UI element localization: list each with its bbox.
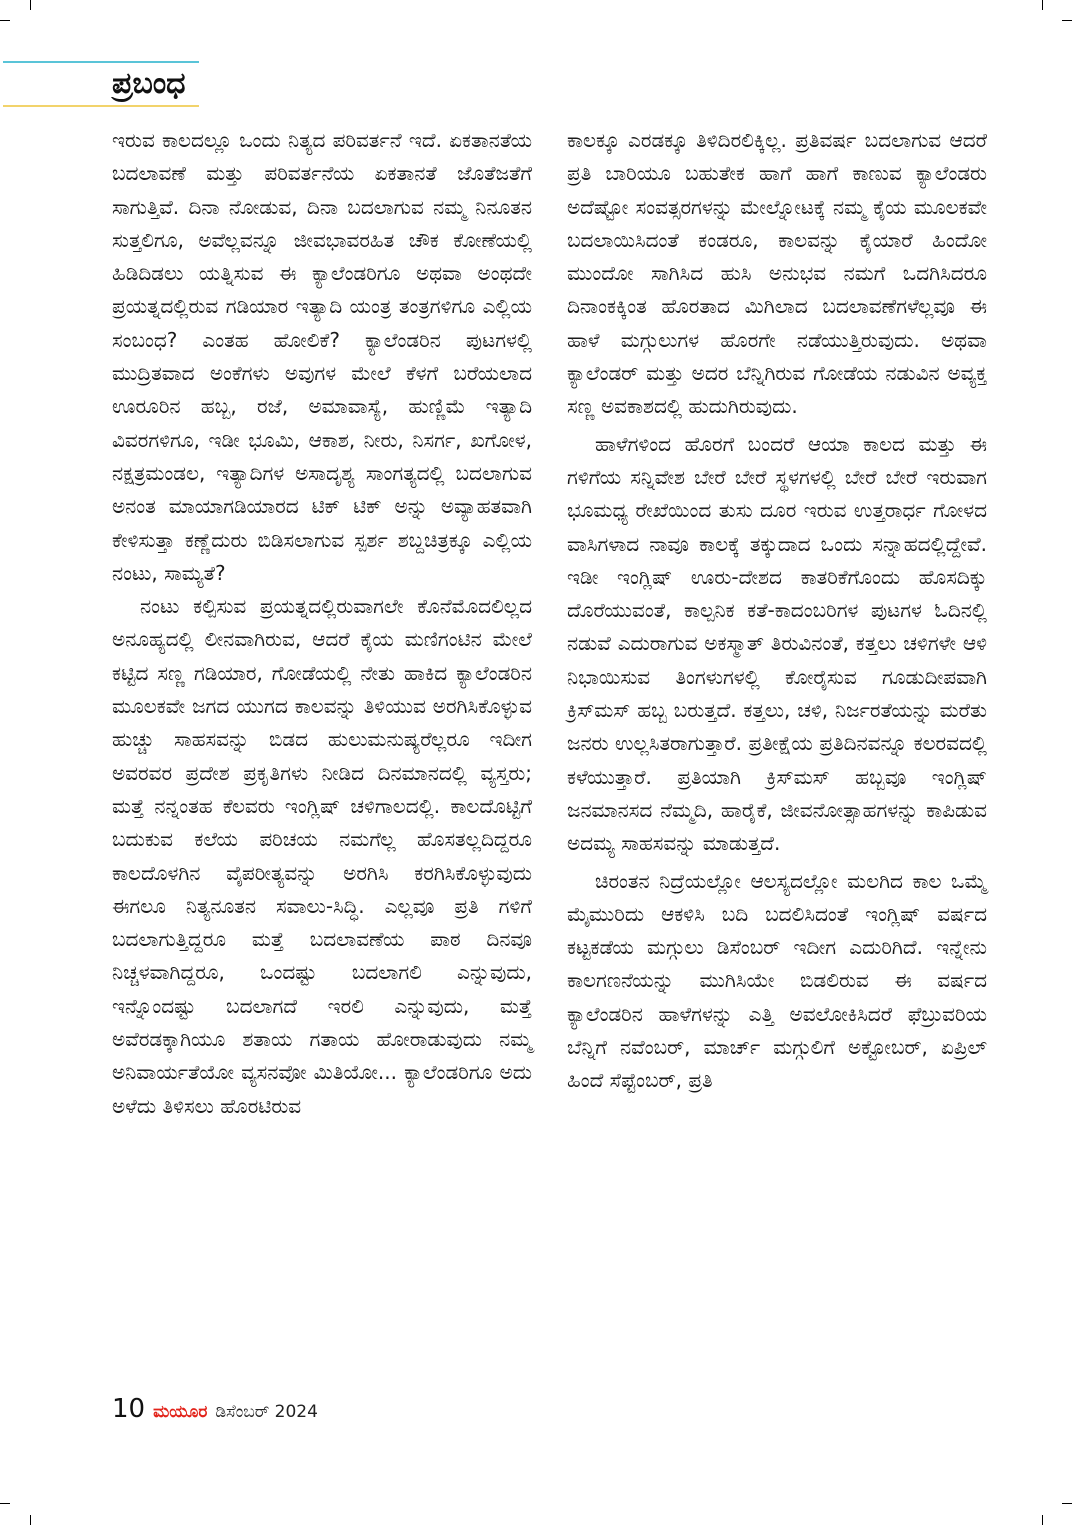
article-column-left	[112, 124, 532, 1123]
article-column-right	[567, 124, 987, 1098]
article-paragraph: ಕಾಲಕ್ಕೂ ಎರಡಕ್ಕೂ ತಿಳಿದಿರಲಿಕ್ಕಿಲ್ಲ. ಪ್ರತಿವರ್ಷ ಬದಲಾಗುವ ಆದರೆ ಪ್ರತಿ ಬಾರಿಯೂ ಬಹುತೇಕ ಹಾಗೆ ಹಾಗೆ ಕಾಣುವ ಕ್ಯಾಲೆಂಡರು ಅದೆಷ್ಟೋ ಸಂವತ್ಸರಗಳನ್ನು ಮೇಲ್ನೋಟಕ್ಕೆ ನಮ್ಮ ಕೈಯ ಮೂಲಕವೇ ಬದಲಾಯಿಸಿದಂತೆ ಕಂಡರೂ, ಕಾಲವನ್ನು ಕೈಯಾರೆ ಹಿಂದೋ ಮುಂದೋ ಸಾಗಿಸಿದ ಹುಸಿ ಅನುಭವ ನಮಗೆ ಒದಗಿಸಿದರೂ ದಿನಾಂಕಕ್ಕಿಂತ ಹೊರತಾದ ಮಿಗಿಲಾದ ಬದಲಾವಣೆಗಳೆಲ್ಲವೂ ಈ ಹಾಳೆ ಮಗ್ಗುಲುಗಳ ಹೊರಗೇ ನಡೆಯುತ್ತಿರುವುದು. ಅಥವಾ ಕ್ಯಾಲೆಂಡರ್ ಮತ್ತು ಅದರ ಬೆನ್ನಿಗಿರುವ ಗೋಡೆಯ ನಡುವಿನ ಅವ್ಯಕ್ತ ಸಣ್ಣ ಅವಕಾಶದಲ್ಲಿ ಹುದುಗಿರುವುದು.	[567, 128, 987, 419]
crop-mark	[1062, 20, 1072, 21]
crop-mark	[30, 1515, 31, 1525]
header-rule-bottom	[3, 105, 199, 107]
crop-mark	[1042, 0, 1043, 10]
magazine-logo: ಮಯೂರ	[153, 1402, 208, 1422]
crop-mark	[0, 1503, 10, 1504]
crop-mark	[1042, 1515, 1043, 1525]
article-paragraph: ಹಾಳೆಗಳಿಂದ ಹೊರಗೆ ಬಂದರೆ ಆಯಾ ಕಾಲದ ಮತ್ತು ಈ ಗಳಿಗೆಯ ಸನ್ನಿವೇಶ ಬೇರೆ ಬೇರೆ ಸ್ಥಳಗಳಲ್ಲಿ ಬೇರೆ ಬೇರೆ ಇರುವಾಗ ಭೂಮಧ್ಯ ರೇಖೆಯಿಂದ ತುಸು ದೂರ ಇರುವ ಉತ್ತರಾರ್ಧ ಗೋಳದ ವಾಸಿಗಳಾದ ನಾವೂ ಕಾಲಕ್ಕೆ ತಕ್ಕುದಾದ ಒಂದು ಸನ್ನಾಹದಲ್ಲಿದ್ದೇವೆ. ಇಡೀ ಇಂಗ್ಲಿಷ್ ಊರು-ದೇಶದ ಕಾತರಿಕೆಗೊಂದು ಹೊಸದಿಕ್ಕು ದೊರೆಯುವಂತೆ, ಕಾಲ್ಪನಿಕ ಕತೆ-ಕಾದಂಬರಿಗಳ ಪುಟಗಳ ಓದಿನಲ್ಲಿ ನಡುವೆ ಎದುರಾಗುವ ಅಕಸ್ಮಾತ್ ತಿರುವಿನಂತೆ, ಕತ್ತಲು ಚಳಿಗಳೇ ಆಳಿ ನಿಭಾಯಿಸುವ ತಿಂಗಳುಗಳಲ್ಲಿ ಕೋರೈಸುವ ಗೂಡುದೀಪವಾಗಿ ಕ್ರಿಸ್‌ಮಸ್ ಹಬ್ಬ ಬರುತ್ತದೆ. ಕತ್ತಲು, ಚಳಿ, ನಿರ್ಜರತೆಯನ್ನು ಮರೆತು ಜನರು ಉಲ್ಲಸಿತರಾಗುತ್ತಾರೆ. ಪ್ರತೀಕ್ಷೆಯ ಪ್ರತಿದಿನವನ್ನೂ ಕಲರವದಲ್ಲಿ ಕಳೆಯುತ್ತಾರೆ. ಪ್ರತಿಯಾಗಿ ಕ್ರಿಸ್‌ಮಸ್ ಹಬ್ಬವೂ ಇಂಗ್ಲಿಷ್ ಜನಮಾನಸದ ನೆಮ್ಮದಿ, ಹಾರೈಕೆ, ಜೀವನೋತ್ಸಾಹಗಳನ್ನು ಕಾಪಿಡುವ ಅದಮ್ಯ ಸಾಹಸವನ್ನು ಮಾಡುತ್ತದೆ.	[567, 431, 987, 856]
crop-mark	[30, 0, 31, 10]
section-title: ಪ್ರಬಂಧ	[112, 66, 186, 101]
crop-mark	[0, 20, 10, 21]
crop-mark	[1062, 1503, 1072, 1504]
article-paragraph: ಇರುವ ಕಾಲದಲ್ಲೂ ಒಂದು ನಿತ್ಯದ ಪರಿವರ್ತನೆ ಇದೆ. ಏಕತಾನತೆಯ ಬದಲಾವಣೆ ಮತ್ತು ಪರಿವರ್ತನೆಯ ಏಕತಾನತೆ ಜೊತೆಜತೆಗೆ ಸಾಗುತ್ತಿವೆ. ದಿನಾ ನೋಡುವ, ದಿನಾ ಬದಲಾಗುವ ನಮ್ಮ ನಿನೂತನ ಸುತ್ತಲಿಗೂ, ಅವೆಲ್ಲವನ್ನೂ ಜೀವಭಾವರಹಿತ ಚೌಕ ಕೋಣೆಯಲ್ಲಿ ಹಿಡಿದಿಡಲು ಯತ್ನಿಸುವ ಈ ಕ್ಯಾಲೆಂಡರಿಗೂ ಅಥವಾ ಅಂಥದೇ ಪ್ರಯತ್ನದಲ್ಲಿರುವ ಗಡಿಯಾರ ಇತ್ಯಾದಿ ಯಂತ್ರ ತಂತ್ರಗಳಿಗೂ ಎಲ್ಲಿಯ ಸಂಬಂಧ? ಎಂತಹ ಹೋಲಿಕೆ? ಕ್ಯಾಲೆಂಡರಿನ ಪುಟಗಳಲ್ಲಿ ಮುದ್ರಿತವಾದ ಅಂಕೆಗಳು ಅವುಗಳ ಮೇಲೆ ಕೆಳಗೆ ಬರೆಯಲಾದ ಊರೂರಿನ ಹಬ್ಬ, ರಜೆ, ಅಮಾವಾಸ್ಯೆ, ಹುಣ್ಣಿಮೆ ಇತ್ಯಾದಿ ವಿವರಗಳಿಗೂ, ಇಡೀ ಭೂಮಿ, ಆಕಾಶ, ನೀರು, ನಿಸರ್ಗ, ಖಗೋಳ, ನಕ್ಷತ್ರಮಂಡಲ, ಇತ್ಯಾದಿಗಳ ಅಸಾದೃಶ್ಯ ಸಾಂಗತ್ಯದಲ್ಲಿ ಬದಲಾಗುವ ಅನಂತ ಮಾಯಾಗಡಿಯಾರದ ಟಿಕ್ ಟಿಕ್ ಅನ್ನು ಅವ್ಯಾಹತವಾಗಿ ಕೇಳಿಸುತ್ತಾ ಕಣ್ಣೆದುರು ಬಿಡಿಸಲಾಗುವ ಸ್ಪರ್ಶ ಶಬ್ದಚಿತ್ರಕ್ಕೂ ಎಲ್ಲಿಯ ನಂಟು, ಸಾಮ್ಯತೆ?	[112, 128, 532, 585]
page-footer	[112, 1394, 318, 1424]
page-number: 10	[112, 1394, 146, 1424]
article-paragraph: ಚಿರಂತನ ನಿದ್ರೆಯಲ್ಲೋ ಆಲಸ್ಯದಲ್ಲೋ ಮಲಗಿದ ಕಾಲ ಒಮ್ಮೆ ಮೈಮುರಿದು ಆಕಳಿಸಿ ಬದಿ ಬದಲಿಸಿದಂತೆ ಇಂಗ್ಲಿಷ್ ವರ್ಷದ ಕಟ್ಟಕಡೆಯ ಮಗ್ಗುಲು ಡಿಸೆಂಬರ್ ಇದೀಗ ಎದುರಿಗಿದೆ. ಇನ್ನೇನು ಕಾಲಗಣನೆಯನ್ನು ಮುಗಿಸಿಯೇ ಬಿಡಲಿರುವ ಈ ವರ್ಷದ ಕ್ಯಾಲೆಂಡರಿನ ಹಾಳೆಗಳನ್ನು ಎತ್ತಿ ಅವಲೋಕಿಸಿದರೆ ಫೆಬ್ರುವರಿಯ ಬೆನ್ನಿಗೆ ನವೆಂಬರ್, ಮಾರ್ಚ್ ಮಗ್ಗುಲಿಗೆ ಅಕ್ಟೋಬರ್, ಏಪ್ರಿಲ್ ಹಿಂದೆ ಸೆಪ್ಟೆಂಬರ್, ಪ್ರತಿ	[567, 868, 987, 1093]
header-rule-top	[3, 61, 199, 63]
article-paragraph: ನಂಟು ಕಲ್ಪಿಸುವ ಪ್ರಯತ್ನದಲ್ಲಿರುವಾಗಲೇ ಕೊನೆಮೊದಲಿಲ್ಲದ ಅನೂಹ್ಯದಲ್ಲಿ ಲೀನವಾಗಿರುವ, ಆದರೆ ಕೈಯ ಮಣಿಗಂಟಿನ ಮೇಲೆ ಕಟ್ಟಿದ ಸಣ್ಣ ಗಡಿಯಾರ, ಗೋಡೆಯಲ್ಲಿ ನೇತು ಹಾಕಿದ ಕ್ಯಾಲೆಂಡರಿನ ಮೂಲಕವೇ ಜಗದ ಯುಗದ ಕಾಲವನ್ನು ತಿಳಿಯುವ ಅರಗಿಸಿಕೊಳ್ಳುವ ಹುಚ್ಚು ಸಾಹಸವನ್ನು ಬಿಡದ ಹುಲುಮನುಷ್ಯರೆಲ್ಲರೂ ಇದೀಗ ಅವರವರ ಪ್ರದೇಶ ಪ್ರಕೃತಿಗಳು ನೀಡಿದ ದಿನಮಾನದಲ್ಲಿ ವ್ಯಸ್ತರು; ಮತ್ತೆ ನನ್ನಂತಹ ಕೆಲವರು ಇಂಗ್ಲಿಷ್ ಚಳಿಗಾಲದಲ್ಲಿ. ಕಾಲದೊಟ್ಟಿಗೆ ಬದುಕುವ ಕಲೆಯ ಪರಿಚಯ ನಮಗೆಲ್ಲ ಹೊಸತಲ್ಲದಿದ್ದರೂ ಕಾಲದೊಳಗಿನ ವೈಪರೀತ್ಯವನ್ನು ಅರಗಿಸಿ ಕರಗಿಸಿಕೊಳ್ಳುವುದು ಈಗಲೂ ನಿತ್ಯನೂತನ ಸವಾಲು-ಸಿದ್ಧಿ. ಎಲ್ಲವೂ ಪ್ರತಿ ಗಳಿಗೆ ಬದಲಾಗುತ್ತಿದ್ದರೂ ಮತ್ತೆ ಬದಲಾವಣೆಯ ಪಾಠ ದಿನವೂ ನಿಚ್ಚಳವಾಗಿದ್ದರೂ, ಒಂದಷ್ಟು ಬದಲಾಗಲಿ ಎನ್ನುವುದು, ಇನ್ನೊಂದಷ್ಟು ಬದಲಾಗದೆ ಇರಲಿ ಎನ್ನುವುದು, ಮತ್ತೆ ಅವೆರಡಕ್ಕಾಗಿಯೂ ಶತಾಯ ಗತಾಯ ಹೋರಾಡುವುದು ನಮ್ಮ ಅನಿವಾರ್ಯತೆಯೋ ವ್ಯಸನವೋ ಮಿತಿಯೋ... ಕ್ಯಾಲೆಂಡರಿಗೂ ಅದು ಅಳೆದು ತಿಳಿಸಲು ಹೊರಟಿರುವ	[112, 594, 532, 1118]
issue-date: ಡಿಸೆಂಬರ್ 2024	[215, 1402, 318, 1422]
